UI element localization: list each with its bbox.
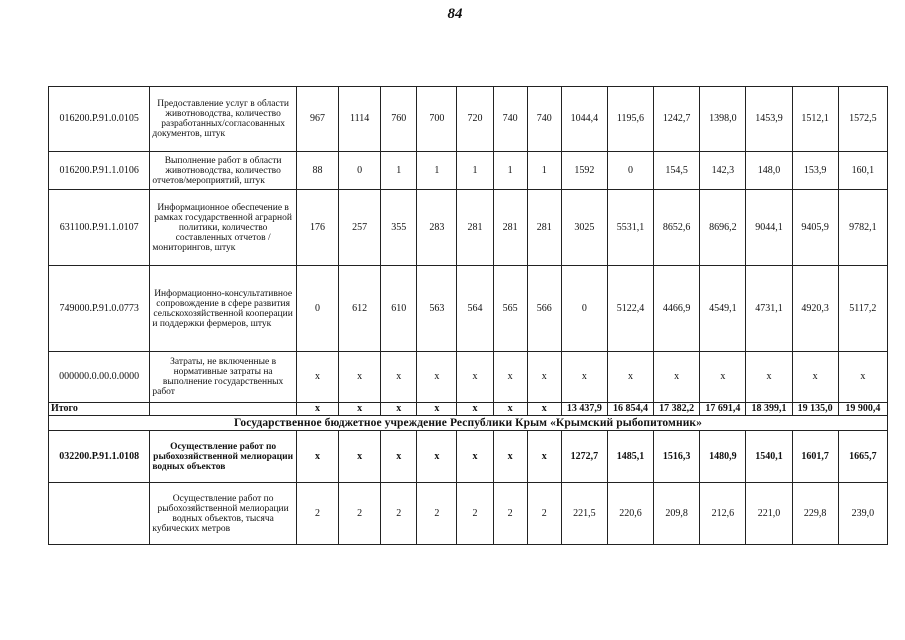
value-cell: 5531,1 — [607, 190, 653, 266]
value-cell: 1 — [381, 152, 417, 190]
value-cell: 229,8 — [792, 483, 838, 545]
value-cell: 209,8 — [654, 483, 700, 545]
value-cell: 720 — [457, 87, 493, 152]
value-cell: 142,3 — [700, 152, 746, 190]
value-cell: 0 — [561, 266, 607, 352]
row-code: 000000.0.00.0.0000 — [49, 352, 150, 403]
value-cell: х — [296, 352, 338, 403]
row-description: Предоставление услуг в области животноводства, количество разработанных/согласованных документов, штук — [150, 87, 297, 152]
total-value-cell: х — [339, 403, 381, 416]
value-cell: 2 — [457, 483, 493, 545]
value-cell: х — [381, 431, 417, 483]
value-cell: 239,0 — [838, 483, 887, 545]
value-cell: 257 — [339, 190, 381, 266]
table-row — [49, 266, 888, 352]
total-value-cell: 17 382,2 — [654, 403, 700, 416]
value-cell: 740 — [527, 87, 561, 152]
value-cell: 160,1 — [838, 152, 887, 190]
value-cell: х — [339, 431, 381, 483]
value-cell: 4466,9 — [654, 266, 700, 352]
value-cell: х — [339, 352, 381, 403]
row-code: 749000.Р.91.0.0773 — [49, 266, 150, 352]
value-cell: 2 — [296, 483, 338, 545]
total-value-cell: 18 399,1 — [746, 403, 792, 416]
value-cell: 1 — [457, 152, 493, 190]
value-cell: 612 — [339, 266, 381, 352]
value-cell: 1540,1 — [746, 431, 792, 483]
total-value-cell: 16 854,4 — [607, 403, 653, 416]
value-cell: х — [381, 352, 417, 403]
value-cell: 0 — [296, 266, 338, 352]
value-cell: 1485,1 — [607, 431, 653, 483]
value-cell: 9405,9 — [792, 190, 838, 266]
value-cell: х — [493, 431, 527, 483]
value-cell: 565 — [493, 266, 527, 352]
value-cell: 1 — [493, 152, 527, 190]
value-cell: 1242,7 — [654, 87, 700, 152]
value-cell: 8652,6 — [654, 190, 700, 266]
table-row — [49, 190, 888, 266]
table-row — [49, 431, 888, 483]
value-cell: 564 — [457, 266, 493, 352]
value-cell: 8696,2 — [700, 190, 746, 266]
value-cell: х — [561, 352, 607, 403]
value-cell: х — [296, 431, 338, 483]
value-cell: 9782,1 — [838, 190, 887, 266]
value-cell: 4731,1 — [746, 266, 792, 352]
table-row — [49, 352, 888, 403]
row-description: Затраты, не включенные в нормативные затраты на выполнение государственных работ — [150, 352, 297, 403]
value-cell: 153,9 — [792, 152, 838, 190]
value-cell: 1272,7 — [561, 431, 607, 483]
total-description — [150, 403, 297, 416]
total-value-cell: х — [493, 403, 527, 416]
value-cell: 281 — [493, 190, 527, 266]
value-cell: х — [417, 431, 457, 483]
value-cell: 740 — [493, 87, 527, 152]
value-cell: х — [417, 352, 457, 403]
budget-table — [48, 86, 888, 545]
value-cell: 4920,3 — [792, 266, 838, 352]
row-description: Осуществление работ по рыбохозяйственной мелиорации водных объектов, тысяча кубических метров — [150, 483, 297, 545]
value-cell: 2 — [339, 483, 381, 545]
value-cell: 1398,0 — [700, 87, 746, 152]
value-cell: х — [457, 352, 493, 403]
value-cell: 355 — [381, 190, 417, 266]
row-code: 016200.Р.91.1.0106 — [49, 152, 150, 190]
value-cell: 220,6 — [607, 483, 653, 545]
value-cell: 0 — [339, 152, 381, 190]
value-cell: х — [838, 352, 887, 403]
total-value-cell: х — [417, 403, 457, 416]
value-cell: 1665,7 — [838, 431, 887, 483]
value-cell: 4549,1 — [700, 266, 746, 352]
value-cell: 0 — [607, 152, 653, 190]
total-label: Итого — [49, 403, 150, 416]
value-cell: 1601,7 — [792, 431, 838, 483]
total-value-cell: 17 691,4 — [700, 403, 746, 416]
value-cell: 3025 — [561, 190, 607, 266]
value-cell: х — [700, 352, 746, 403]
row-description: Осуществление работ по рыбохозяйственной мелиорации водных объектов — [150, 431, 297, 483]
value-cell: 1512,1 — [792, 87, 838, 152]
value-cell: 283 — [417, 190, 457, 266]
total-value-cell: х — [527, 403, 561, 416]
value-cell: 1572,5 — [838, 87, 887, 152]
row-description: Информационное обеспечение в рамках государственной аграрной политики, количество составленных отчетов / мониторингов, штук — [150, 190, 297, 266]
row-description: Выполнение работ в области животноводства, количество отчетов/мероприятий, штук — [150, 152, 297, 190]
value-cell: 967 — [296, 87, 338, 152]
value-cell: 760 — [381, 87, 417, 152]
section-header-row — [49, 416, 888, 431]
total-value-cell: х — [457, 403, 493, 416]
value-cell: 1516,3 — [654, 431, 700, 483]
value-cell: 9044,1 — [746, 190, 792, 266]
table-row — [49, 483, 888, 545]
value-cell: 2 — [493, 483, 527, 545]
value-cell: 700 — [417, 87, 457, 152]
value-cell: 1195,6 — [607, 87, 653, 152]
value-cell: 5122,4 — [607, 266, 653, 352]
value-cell: 176 — [296, 190, 338, 266]
table-row — [49, 152, 888, 190]
value-cell: 88 — [296, 152, 338, 190]
value-cell: х — [527, 431, 561, 483]
value-cell: 1 — [417, 152, 457, 190]
row-code: 032200.Р.91.1.0108 — [49, 431, 150, 483]
row-code: 631100.Р.91.1.0107 — [49, 190, 150, 266]
value-cell: 221,5 — [561, 483, 607, 545]
value-cell: 1453,9 — [746, 87, 792, 152]
total-value-cell: 19 900,4 — [838, 403, 887, 416]
value-cell: 1044,4 — [561, 87, 607, 152]
total-row — [49, 403, 888, 416]
value-cell: 212,6 — [700, 483, 746, 545]
total-value-cell: 13 437,9 — [561, 403, 607, 416]
value-cell: 2 — [381, 483, 417, 545]
row-description: Информационно-консультативное сопровождение в сфере развития сельскохозяйственной кооперации и поддержки фермеров, штук — [150, 266, 297, 352]
value-cell: 1480,9 — [700, 431, 746, 483]
value-cell: 566 — [527, 266, 561, 352]
value-cell: 148,0 — [746, 152, 792, 190]
value-cell: х — [457, 431, 493, 483]
value-cell: х — [792, 352, 838, 403]
table-row — [49, 87, 888, 152]
value-cell: 281 — [457, 190, 493, 266]
page-number: 84 — [447, 6, 463, 22]
section-title: Государственное бюджетное учреждение Республики Крым «Крымский рыбопитомник» — [49, 416, 888, 431]
value-cell: 154,5 — [654, 152, 700, 190]
value-cell: х — [746, 352, 792, 403]
value-cell: х — [527, 352, 561, 403]
value-cell: 563 — [417, 266, 457, 352]
value-cell: 610 — [381, 266, 417, 352]
row-code — [49, 483, 150, 545]
value-cell: 1 — [527, 152, 561, 190]
value-cell: 2 — [527, 483, 561, 545]
value-cell: 5117,2 — [838, 266, 887, 352]
total-value-cell: х — [296, 403, 338, 416]
value-cell: 221,0 — [746, 483, 792, 545]
value-cell: х — [654, 352, 700, 403]
value-cell: 1114 — [339, 87, 381, 152]
value-cell: х — [493, 352, 527, 403]
value-cell: х — [607, 352, 653, 403]
total-value-cell: 19 135,0 — [792, 403, 838, 416]
value-cell: 1592 — [561, 152, 607, 190]
value-cell: 2 — [417, 483, 457, 545]
total-value-cell: х — [381, 403, 417, 416]
row-code: 016200.Р.91.0.0105 — [49, 87, 150, 152]
value-cell: 281 — [527, 190, 561, 266]
